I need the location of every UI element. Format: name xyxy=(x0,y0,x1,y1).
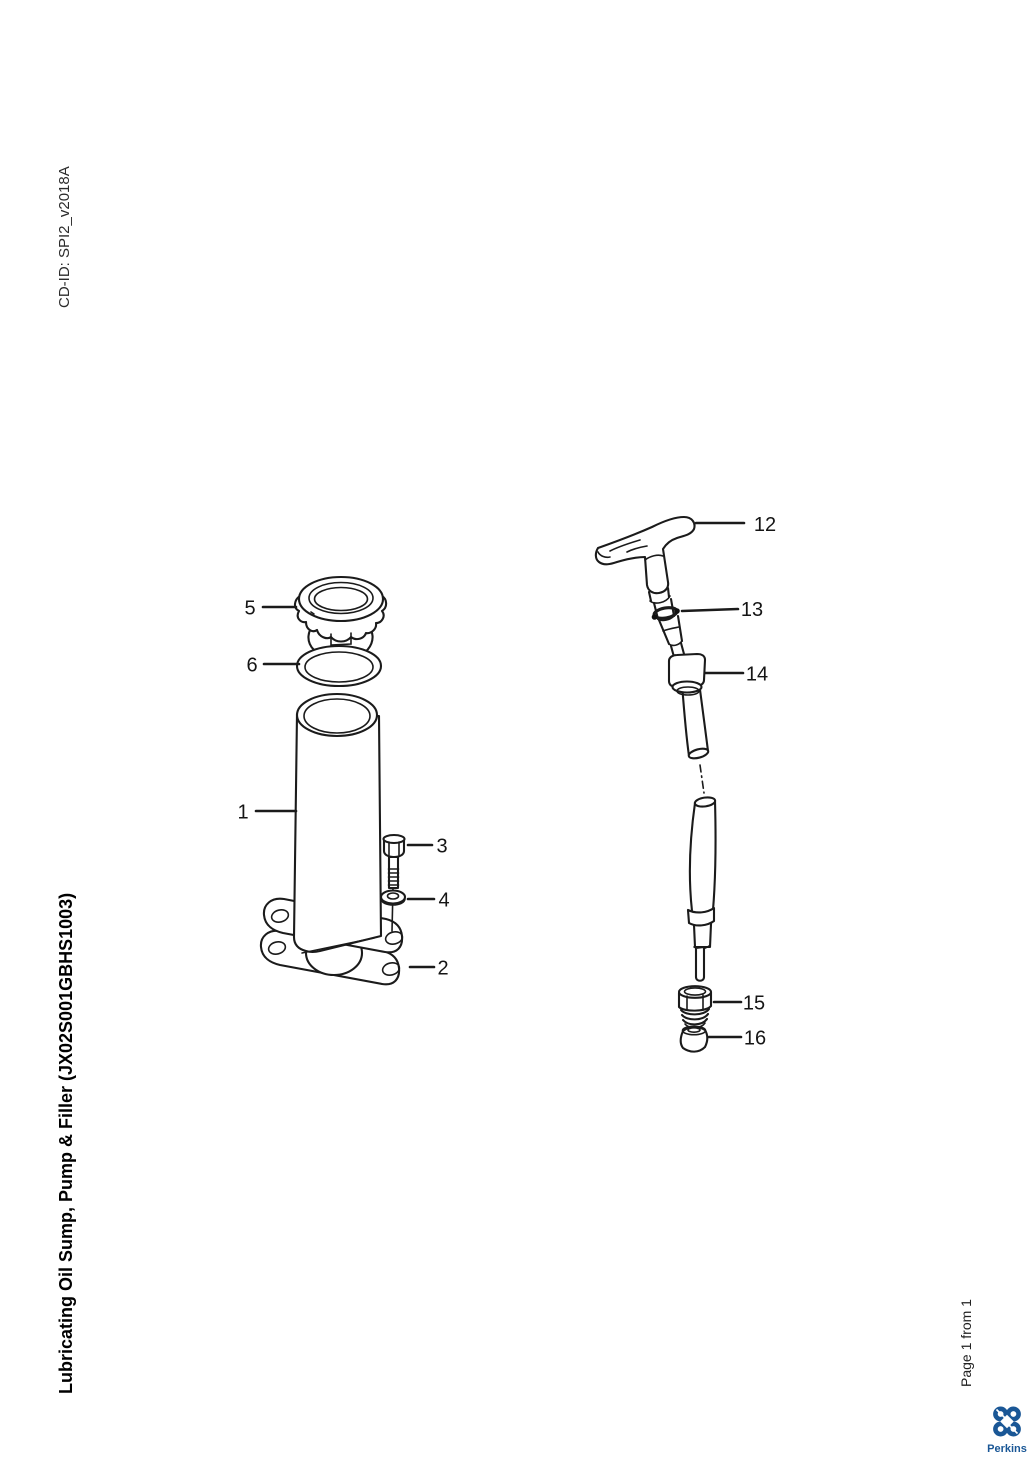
leader-line-13 xyxy=(682,609,738,611)
adaptor-nut xyxy=(679,986,711,1027)
callout-label-13: 13 xyxy=(740,599,764,621)
callout-label-2: 2 xyxy=(437,957,449,980)
figure-dipstick-assembly xyxy=(596,514,776,1052)
callout-label-4: 4 xyxy=(438,889,450,912)
perkins-logo-mark xyxy=(992,1406,1022,1438)
callout-label-1: 1 xyxy=(237,801,249,824)
dipstick-handle xyxy=(596,517,695,620)
page-number-text: Page 1 from 1 xyxy=(958,1299,974,1387)
filler-tube xyxy=(294,694,381,953)
dipstick-stem xyxy=(659,616,684,657)
callout-label-16: 16 xyxy=(743,1027,767,1050)
callout-label-14: 14 xyxy=(745,663,769,686)
dipstick-bush xyxy=(669,654,705,695)
callout-label-15: 15 xyxy=(742,992,766,1015)
document-title: Lubricating Oil Sump, Pump & Filler (JX02S001GBHS1003) xyxy=(56,892,76,1394)
callout-label-6: 6 xyxy=(246,654,258,677)
cd-id-text: CD-ID: SPI2_v2018A xyxy=(56,166,73,308)
callout-label-3: 3 xyxy=(436,835,448,858)
perkins-logo xyxy=(984,1406,1030,1455)
callout-label-12: 12 xyxy=(753,514,777,536)
ferrule xyxy=(681,1026,708,1051)
bolt xyxy=(384,835,405,931)
seal-ring xyxy=(297,646,381,686)
break-line xyxy=(700,765,704,793)
dipstick-lower-tube xyxy=(688,796,716,981)
washer xyxy=(381,891,405,906)
figure-oil-filler-assembly xyxy=(237,577,449,984)
brand-wordmark: Perkins xyxy=(987,1443,1027,1455)
callout-label-5: 5 xyxy=(244,597,256,620)
